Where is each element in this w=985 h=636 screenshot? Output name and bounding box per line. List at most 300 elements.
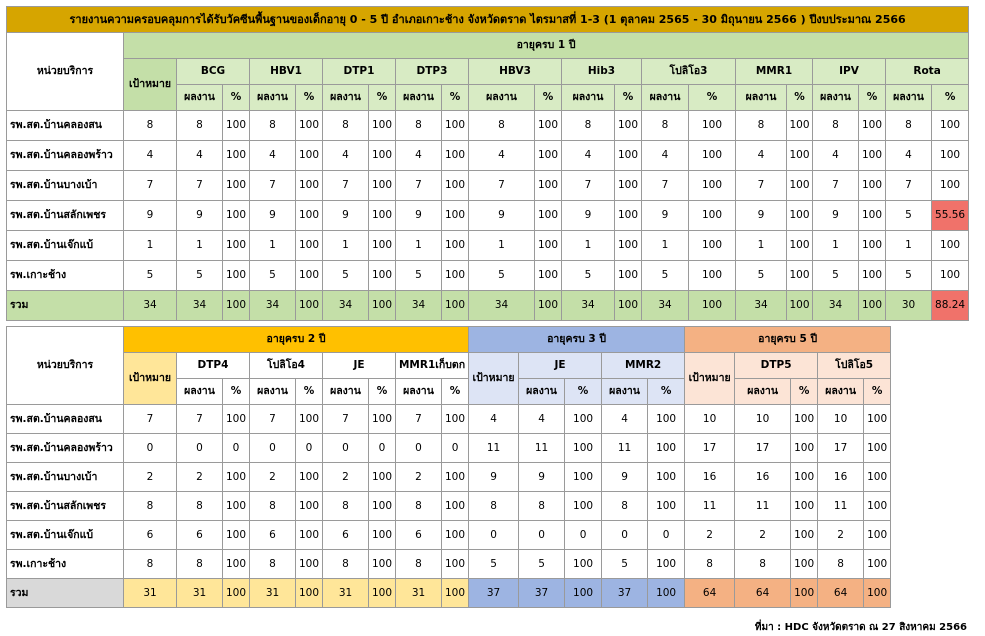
percent-cell: 100 xyxy=(296,291,323,321)
result-cell: 31 xyxy=(323,579,369,608)
target-cell: 16 xyxy=(685,463,735,492)
result-subheader: ผลงาน xyxy=(177,85,223,111)
percent-subheader: % xyxy=(859,85,886,111)
percent-cell: 100 xyxy=(787,231,813,261)
result-subheader: ผลงาน xyxy=(818,379,864,405)
target-header: เป้าหมาย xyxy=(469,353,519,405)
percent-cell: 100 xyxy=(442,550,469,579)
percent-cell: 0 xyxy=(648,521,685,550)
percent-cell: 100 xyxy=(442,521,469,550)
vaccine-header: BCG xyxy=(177,59,250,85)
result-cell: 7 xyxy=(469,171,535,201)
percent-cell: 100 xyxy=(859,231,886,261)
unit-name: รพ.เกาะช้าง xyxy=(7,261,124,291)
result-cell: 1 xyxy=(736,231,787,261)
percent-cell: 88.24 xyxy=(932,291,969,321)
result-cell: 7 xyxy=(323,405,369,434)
table-row xyxy=(7,171,969,201)
result-cell: 37 xyxy=(519,579,565,608)
percent-cell: 100 xyxy=(859,261,886,291)
percent-cell: 100 xyxy=(369,291,396,321)
result-cell: 2 xyxy=(818,521,864,550)
percent-cell: 100 xyxy=(787,141,813,171)
result-cell: 8 xyxy=(396,550,442,579)
source-note: ที่มา : HDC จังหวัดตราด ณ 27 สิงหาคม 2566 xyxy=(754,622,967,633)
result-cell: 11 xyxy=(818,492,864,521)
percent-cell: 100 xyxy=(296,231,323,261)
total-row xyxy=(7,579,891,608)
target-cell: 7 xyxy=(124,405,177,434)
percent-subheader: % xyxy=(689,85,736,111)
unit-name: รพ.สต.บ้านบางเบ้า xyxy=(7,463,124,492)
vaccine-header: DTP3 xyxy=(396,59,469,85)
result-cell: 0 xyxy=(602,521,648,550)
vaccine-header: MMR1 xyxy=(736,59,813,85)
result-cell: 8 xyxy=(818,550,864,579)
target-cell: 7 xyxy=(124,171,177,201)
percent-cell: 100 xyxy=(791,550,818,579)
result-cell: 34 xyxy=(469,291,535,321)
percent-cell: 100 xyxy=(864,405,891,434)
table-row xyxy=(7,405,891,434)
table-row xyxy=(7,231,969,261)
unit-name: รพ.สต.บ้านคลองสน xyxy=(7,405,124,434)
result-cell: 8 xyxy=(396,111,442,141)
result-cell: 1 xyxy=(250,231,296,261)
result-cell: 9 xyxy=(813,201,859,231)
percent-cell: 100 xyxy=(223,171,250,201)
result-cell: 8 xyxy=(250,550,296,579)
result-cell: 9 xyxy=(642,201,689,231)
result-cell: 4 xyxy=(177,141,223,171)
target-cell: 4 xyxy=(124,141,177,171)
target-cell: 0 xyxy=(124,434,177,463)
percent-cell: 100 xyxy=(296,579,323,608)
percent-cell: 100 xyxy=(791,521,818,550)
percent-cell: 100 xyxy=(535,291,562,321)
percent-cell: 100 xyxy=(442,201,469,231)
percent-cell: 100 xyxy=(442,261,469,291)
percent-subheader: % xyxy=(369,85,396,111)
percent-cell: 100 xyxy=(296,521,323,550)
percent-cell: 100 xyxy=(296,405,323,434)
percent-cell: 100 xyxy=(791,405,818,434)
target-cell: 8 xyxy=(124,111,177,141)
result-cell: 8 xyxy=(813,111,859,141)
result-cell: 8 xyxy=(735,550,791,579)
vaccine-header: โปลิโอ3 xyxy=(642,59,736,85)
result-cell: 17 xyxy=(818,434,864,463)
percent-cell: 100 xyxy=(689,291,736,321)
result-cell: 8 xyxy=(469,111,535,141)
result-subheader: ผลงาน xyxy=(813,85,859,111)
result-cell: 8 xyxy=(602,492,648,521)
percent-cell: 100 xyxy=(864,579,891,608)
result-cell: 31 xyxy=(396,579,442,608)
percent-subheader: % xyxy=(442,85,469,111)
result-cell: 9 xyxy=(562,201,615,231)
result-cell: 7 xyxy=(250,405,296,434)
percent-cell: 100 xyxy=(932,171,969,201)
result-cell: 1 xyxy=(642,231,689,261)
result-cell: 34 xyxy=(396,291,442,321)
percent-cell: 0 xyxy=(442,434,469,463)
result-cell: 5 xyxy=(886,201,932,231)
percent-cell: 100 xyxy=(223,550,250,579)
percent-cell: 100 xyxy=(296,550,323,579)
target-cell: 2 xyxy=(124,463,177,492)
percent-cell: 100 xyxy=(442,291,469,321)
result-cell: 6 xyxy=(396,521,442,550)
result-cell: 0 xyxy=(519,521,565,550)
percent-cell: 100 xyxy=(864,550,891,579)
result-cell: 8 xyxy=(250,492,296,521)
result-subheader: ผลงาน xyxy=(250,379,296,405)
result-cell: 7 xyxy=(562,171,615,201)
percent-cell: 100 xyxy=(791,434,818,463)
percent-cell: 100 xyxy=(565,492,602,521)
percent-cell: 100 xyxy=(787,261,813,291)
percent-cell: 100 xyxy=(565,405,602,434)
percent-cell: 100 xyxy=(864,434,891,463)
result-subheader: ผลงาน xyxy=(886,85,932,111)
percent-cell: 100 xyxy=(223,521,250,550)
result-cell: 6 xyxy=(177,521,223,550)
result-cell: 8 xyxy=(250,111,296,141)
target-cell: 9 xyxy=(124,201,177,231)
vaccine-header: HBV1 xyxy=(250,59,323,85)
target-cell: 8 xyxy=(469,492,519,521)
table-row xyxy=(7,111,969,141)
percent-cell: 100 xyxy=(535,171,562,201)
percent-subheader: % xyxy=(223,379,250,405)
unit-name: รพ.สต.บ้านคลองสน xyxy=(7,111,124,141)
percent-cell: 100 xyxy=(648,405,685,434)
result-cell: 5 xyxy=(519,550,565,579)
result-cell: 7 xyxy=(250,171,296,201)
target-cell: 17 xyxy=(685,434,735,463)
percent-cell: 100 xyxy=(689,201,736,231)
age2-group-header: อายุครบ 2 ปี xyxy=(124,327,469,353)
percent-cell: 100 xyxy=(442,141,469,171)
result-cell: 11 xyxy=(519,434,565,463)
unit-name: รพ.สต.บ้านสลักเพชร xyxy=(7,201,124,231)
result-cell: 34 xyxy=(736,291,787,321)
result-cell: 8 xyxy=(177,111,223,141)
result-cell: 31 xyxy=(250,579,296,608)
percent-subheader: % xyxy=(791,379,818,405)
percent-cell: 100 xyxy=(369,521,396,550)
result-cell: 9 xyxy=(519,463,565,492)
total-row xyxy=(7,291,969,321)
result-subheader: ผลงาน xyxy=(323,85,369,111)
result-cell: 7 xyxy=(642,171,689,201)
percent-cell: 100 xyxy=(787,171,813,201)
table-row xyxy=(7,201,969,231)
percent-cell: 100 xyxy=(689,261,736,291)
vaccine-header: MMR2 xyxy=(602,353,685,379)
result-subheader: ผลงาน xyxy=(735,379,791,405)
target-cell: 8 xyxy=(124,492,177,521)
percent-cell: 0 xyxy=(223,434,250,463)
result-cell: 5 xyxy=(562,261,615,291)
result-cell: 4 xyxy=(886,141,932,171)
unit-header-2: หน่วยบริการ xyxy=(7,327,124,405)
percent-cell: 100 xyxy=(689,141,736,171)
percent-cell: 0 xyxy=(369,434,396,463)
percent-cell: 100 xyxy=(648,463,685,492)
result-cell: 9 xyxy=(177,201,223,231)
result-cell: 4 xyxy=(250,141,296,171)
percent-cell: 0 xyxy=(565,521,602,550)
result-cell: 7 xyxy=(396,405,442,434)
table-row xyxy=(7,463,891,492)
percent-cell: 100 xyxy=(787,201,813,231)
result-cell: 1 xyxy=(323,231,369,261)
result-cell: 7 xyxy=(396,171,442,201)
table-row xyxy=(7,261,969,291)
percent-cell: 100 xyxy=(615,291,642,321)
result-subheader: ผลงาน xyxy=(519,379,565,405)
percent-cell: 100 xyxy=(689,171,736,201)
result-cell: 8 xyxy=(886,111,932,141)
target-header: เป้าหมาย xyxy=(124,353,177,405)
result-cell: 4 xyxy=(323,141,369,171)
percent-cell: 100 xyxy=(615,171,642,201)
result-subheader: ผลงาน xyxy=(396,85,442,111)
percent-cell: 100 xyxy=(369,463,396,492)
result-cell: 64 xyxy=(818,579,864,608)
vaccine-header: Rota xyxy=(886,59,969,85)
result-cell: 5 xyxy=(469,261,535,291)
percent-cell: 100 xyxy=(223,579,250,608)
result-cell: 1 xyxy=(562,231,615,261)
result-cell: 0 xyxy=(250,434,296,463)
percent-cell: 100 xyxy=(791,492,818,521)
percent-cell: 100 xyxy=(535,141,562,171)
percent-cell: 100 xyxy=(859,141,886,171)
percent-cell: 100 xyxy=(791,463,818,492)
result-cell: 8 xyxy=(177,550,223,579)
result-cell: 5 xyxy=(177,261,223,291)
result-cell: 4 xyxy=(396,141,442,171)
percent-cell: 100 xyxy=(648,579,685,608)
percent-cell: 100 xyxy=(442,579,469,608)
result-cell: 10 xyxy=(735,405,791,434)
percent-cell: 100 xyxy=(369,201,396,231)
result-cell: 7 xyxy=(813,171,859,201)
unit-name: รพ.สต.บ้านบางเบ้า xyxy=(7,171,124,201)
result-cell: 64 xyxy=(735,579,791,608)
result-cell: 37 xyxy=(602,579,648,608)
coverage-table-age2-5 xyxy=(6,326,891,608)
percent-cell: 100 xyxy=(787,291,813,321)
percent-cell: 100 xyxy=(615,111,642,141)
percent-cell: 100 xyxy=(689,111,736,141)
result-cell: 5 xyxy=(323,261,369,291)
result-cell: 9 xyxy=(736,201,787,231)
result-cell: 1 xyxy=(177,231,223,261)
percent-cell: 100 xyxy=(864,521,891,550)
percent-subheader: % xyxy=(648,379,685,405)
percent-cell: 100 xyxy=(615,231,642,261)
result-cell: 1 xyxy=(886,231,932,261)
unit-name: รวม xyxy=(7,291,124,321)
result-cell: 5 xyxy=(736,261,787,291)
result-cell: 2 xyxy=(735,521,791,550)
result-cell: 7 xyxy=(323,171,369,201)
percent-cell: 100 xyxy=(296,463,323,492)
percent-cell: 100 xyxy=(535,261,562,291)
result-cell: 11 xyxy=(602,434,648,463)
percent-subheader: % xyxy=(442,379,469,405)
result-cell: 2 xyxy=(250,463,296,492)
target-cell: 8 xyxy=(685,550,735,579)
result-cell: 9 xyxy=(396,201,442,231)
percent-cell: 100 xyxy=(615,201,642,231)
target-cell: 0 xyxy=(469,521,519,550)
report-title: รายงานความครอบคลุมการได้รับวัคซีนพื้นฐานของเด็กอายุ 0 - 5 ปี อำเภอเกาะช้าง จังหวัดตราด ไตรมาสที่ 1-3 (1 ตุลาคม 2565 - 30 มิถุนายน 2566 ) ปีงบประมาณ 2566 xyxy=(7,7,969,33)
age1-group-header: อายุครบ 1 ปี xyxy=(124,33,969,59)
result-cell: 4 xyxy=(736,141,787,171)
result-cell: 31 xyxy=(177,579,223,608)
percent-cell: 0 xyxy=(296,434,323,463)
result-cell: 5 xyxy=(396,261,442,291)
unit-name: รพ.สต.บ้านเจ๊กแบ้ xyxy=(7,521,124,550)
percent-cell: 100 xyxy=(932,261,969,291)
target-header: เป้าหมาย xyxy=(124,59,177,111)
result-cell: 17 xyxy=(735,434,791,463)
result-cell: 2 xyxy=(396,463,442,492)
percent-cell: 100 xyxy=(442,231,469,261)
percent-cell: 100 xyxy=(932,231,969,261)
result-cell: 7 xyxy=(886,171,932,201)
percent-cell: 100 xyxy=(615,261,642,291)
result-subheader: ผลงาน xyxy=(396,379,442,405)
percent-cell: 100 xyxy=(296,261,323,291)
result-cell: 4 xyxy=(562,141,615,171)
target-cell: 34 xyxy=(124,291,177,321)
result-cell: 9 xyxy=(602,463,648,492)
percent-cell: 100 xyxy=(442,111,469,141)
percent-cell: 100 xyxy=(369,405,396,434)
percent-cell: 100 xyxy=(369,492,396,521)
percent-cell: 100 xyxy=(535,111,562,141)
percent-subheader: % xyxy=(565,379,602,405)
percent-cell: 100 xyxy=(864,463,891,492)
percent-cell: 100 xyxy=(565,434,602,463)
percent-cell: 100 xyxy=(864,492,891,521)
result-cell: 8 xyxy=(396,492,442,521)
percent-cell: 100 xyxy=(442,405,469,434)
percent-subheader: % xyxy=(223,85,250,111)
result-subheader: ผลงาน xyxy=(736,85,787,111)
percent-cell: 100 xyxy=(648,492,685,521)
target-cell: 1 xyxy=(124,231,177,261)
unit-name: รพ.เกาะช้าง xyxy=(7,550,124,579)
result-cell: 8 xyxy=(519,492,565,521)
vaccine-header: HBV3 xyxy=(469,59,562,85)
result-cell: 30 xyxy=(886,291,932,321)
percent-cell: 100 xyxy=(442,463,469,492)
vaccine-header: JE xyxy=(323,353,396,379)
percent-subheader: % xyxy=(296,379,323,405)
target-cell: 37 xyxy=(469,579,519,608)
percent-subheader: % xyxy=(535,85,562,111)
result-cell: 8 xyxy=(736,111,787,141)
result-cell: 34 xyxy=(177,291,223,321)
percent-cell: 100 xyxy=(565,550,602,579)
vaccine-header: โปลิโอ5 xyxy=(818,353,891,379)
percent-subheader: % xyxy=(615,85,642,111)
result-cell: 9 xyxy=(250,201,296,231)
result-cell: 6 xyxy=(323,521,369,550)
percent-cell: 100 xyxy=(648,550,685,579)
percent-cell: 100 xyxy=(615,141,642,171)
target-cell: 10 xyxy=(685,405,735,434)
percent-cell: 100 xyxy=(296,201,323,231)
result-subheader: ผลงาน xyxy=(323,379,369,405)
percent-subheader: % xyxy=(932,85,969,111)
result-cell: 0 xyxy=(396,434,442,463)
percent-cell: 100 xyxy=(932,141,969,171)
target-cell: 8 xyxy=(124,550,177,579)
target-cell: 5 xyxy=(124,261,177,291)
percent-cell: 100 xyxy=(296,492,323,521)
vaccine-header: DTP4 xyxy=(177,353,250,379)
percent-subheader: % xyxy=(787,85,813,111)
percent-cell: 100 xyxy=(689,231,736,261)
result-cell: 34 xyxy=(642,291,689,321)
percent-cell: 100 xyxy=(442,171,469,201)
percent-cell: 100 xyxy=(223,111,250,141)
percent-cell: 100 xyxy=(565,463,602,492)
result-cell: 8 xyxy=(642,111,689,141)
result-cell: 10 xyxy=(818,405,864,434)
unit-name: รพ.สต.บ้านเจ๊กแบ้ xyxy=(7,231,124,261)
percent-cell: 100 xyxy=(535,201,562,231)
target-cell: 11 xyxy=(469,434,519,463)
percent-cell: 100 xyxy=(859,171,886,201)
percent-cell: 100 xyxy=(859,201,886,231)
table-row xyxy=(7,521,891,550)
target-cell: 2 xyxy=(685,521,735,550)
target-header: เป้าหมาย xyxy=(685,353,735,405)
percent-cell: 100 xyxy=(648,434,685,463)
vaccine-header: DTP5 xyxy=(735,353,818,379)
vaccine-header: MMR1เก็บตก xyxy=(396,353,469,379)
target-cell: 9 xyxy=(469,463,519,492)
table-row xyxy=(7,434,891,463)
target-cell: 64 xyxy=(685,579,735,608)
vaccine-header: Hib3 xyxy=(562,59,642,85)
result-cell: 16 xyxy=(735,463,791,492)
percent-cell: 100 xyxy=(223,463,250,492)
result-cell: 5 xyxy=(602,550,648,579)
percent-cell: 100 xyxy=(369,141,396,171)
percent-cell: 100 xyxy=(369,261,396,291)
target-cell: 6 xyxy=(124,521,177,550)
percent-subheader: % xyxy=(864,379,891,405)
percent-cell: 100 xyxy=(369,579,396,608)
result-cell: 6 xyxy=(250,521,296,550)
percent-cell: 100 xyxy=(223,492,250,521)
result-cell: 8 xyxy=(562,111,615,141)
result-cell: 4 xyxy=(602,405,648,434)
percent-cell: 55.56 xyxy=(932,201,969,231)
vaccine-header: โปลิโอ4 xyxy=(250,353,323,379)
age3-group-header: อายุครบ 3 ปี xyxy=(469,327,685,353)
